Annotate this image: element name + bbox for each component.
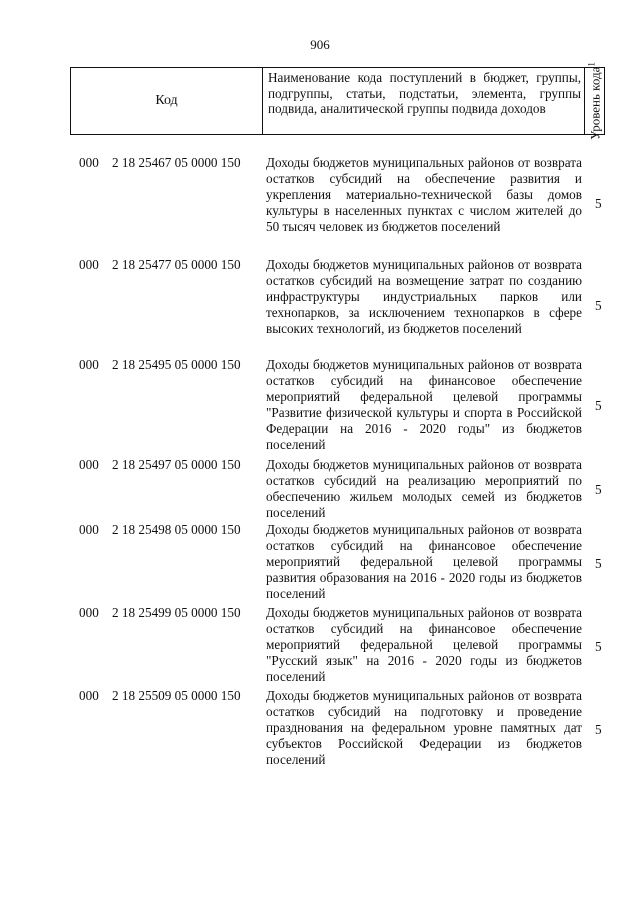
row-description: Доходы бюджетов муниципальных районов от возврата остатков субсидий на финансовое обеспечение мероприятий федеральной целевой программы "Русский язык" на 2016 - 2020 годы из бюджетов поселений	[266, 605, 582, 684]
row-prefix: 000	[79, 155, 99, 170]
row-code: 2 18 25467 05 0000 150	[112, 155, 241, 170]
header-code-label: Код	[155, 93, 178, 108]
row-prefix: 000	[79, 457, 99, 472]
row-description: Доходы бюджетов муниципальных районов от возврата остатков субсидий на подготовку и проведение празднования на федеральном уровне памятных дат субъектов Российской Федерации из бюджетов поселений	[266, 688, 582, 767]
row-prefix: 000	[79, 257, 99, 272]
row-description: Доходы бюджетов муниципальных районов от возврата остатков субсидий на финансовое обеспечение мероприятий федеральной целевой программы "Развитие физической культуры и спорта в Российской Федерации на 2016 - 2020 годы" из бюджетов поселений	[266, 357, 582, 452]
row-description: Доходы бюджетов муниципальных районов от возврата остатков субсидий на финансовое обеспечение мероприятий федеральной целевой программы развития образования на 2016 - 2020 годы из бюджетов поселений	[266, 522, 582, 601]
row-level: 5	[595, 722, 602, 737]
header-name-label: Наименование кода поступлений в бюджет, группы, подгруппы, статьи, подстатьи, элемента, группы подвида, аналитической группы подвида доходов	[268, 70, 581, 116]
row-prefix: 000	[79, 605, 99, 620]
row-code: 2 18 25495 05 0000 150	[112, 357, 241, 372]
header-level-footnote: 1	[585, 62, 596, 67]
page-number: 906	[310, 37, 330, 52]
row-level: 5	[595, 482, 602, 497]
row-level: 5	[595, 556, 602, 571]
row-level: 5	[595, 398, 602, 413]
header-level-text: Уровень кода	[587, 66, 603, 140]
row-code: 2 18 25498 05 0000 150	[112, 522, 241, 537]
row-code: 2 18 25497 05 0000 150	[112, 457, 241, 472]
row-prefix: 000	[79, 357, 99, 372]
row-description: Доходы бюджетов муниципальных районов от возврата остатков субсидий на возмещение затрат по созданию инфраструктуры индустриальных парков или технопарков, за исключением технопарков в сфере высоких технологий, из бюджетов поселений	[266, 257, 582, 336]
row-level: 5	[595, 298, 602, 313]
row-level: 5	[595, 639, 602, 654]
row-description: Доходы бюджетов муниципальных районов от возврата остатков субсидий на обеспечение развития и укрепления материально-технической базы домов культуры в населенных пунктах с числом жителей до 50 тысяч человек из бюджетов поселений	[266, 155, 582, 234]
row-level: 5	[595, 196, 602, 211]
row-prefix: 000	[79, 522, 99, 537]
row-code: 2 18 25499 05 0000 150	[112, 605, 241, 620]
row-code: 2 18 25509 05 0000 150	[112, 688, 241, 703]
row-code: 2 18 25477 05 0000 150	[112, 257, 241, 272]
row-prefix: 000	[79, 688, 99, 703]
row-description: Доходы бюджетов муниципальных районов от возврата остатков субсидий на реализацию мероприятий по обеспечению жильем молодых семей из бюджетов поселений	[266, 457, 582, 520]
